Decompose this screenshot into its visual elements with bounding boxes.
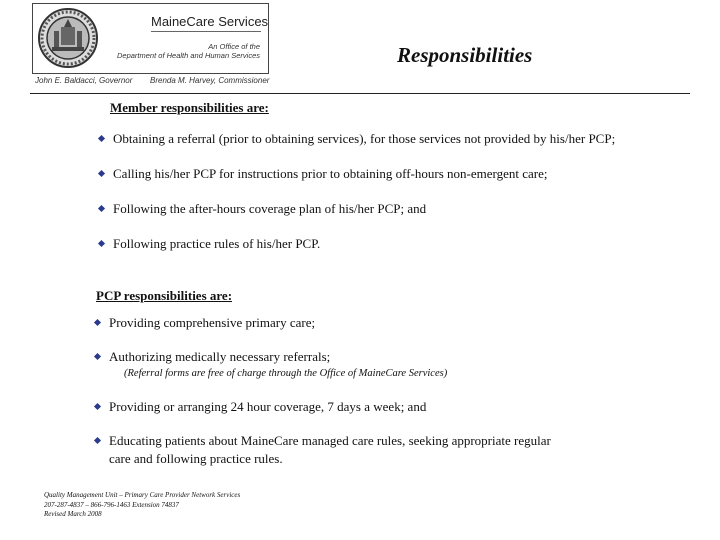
title-divider xyxy=(30,93,690,94)
diamond-bullet-icon xyxy=(94,353,101,360)
diamond-bullet-icon xyxy=(98,240,105,247)
member-item: Following the after-hours coverage plan of his/her PCP; and xyxy=(99,201,426,217)
mainecare-logo xyxy=(32,3,269,74)
pcp-item: Authorizing medically necessary referrals; xyxy=(95,349,330,365)
footer: Quality Management Unit – Primary Care Provider Network Services 207-287-4837 – 866-796-1463 Extension 74837 Revised March 2008 xyxy=(44,491,241,518)
diamond-bullet-icon xyxy=(94,319,101,326)
pcp-item: Educating patients about MaineCare managed care rules, seeking appropriate regular xyxy=(95,433,551,449)
governor-name: John E. Baldacci, Governor xyxy=(35,76,133,85)
pcp-item-continuation: care and following practice rules. xyxy=(109,451,283,466)
pcp-heading: PCP responsibilities are: xyxy=(96,288,233,303)
referral-note: (Referral forms are free of charge through the Office of MaineCare Services) xyxy=(124,368,448,379)
member-item: Obtaining a referral (prior to obtaining services), for those services not provided by his/her PCP; xyxy=(99,131,615,147)
diamond-bullet-icon xyxy=(94,437,101,444)
logo-divider xyxy=(151,31,261,32)
member-item: Calling his/her PCP for instructions prior to obtaining off-hours non-emergent care; xyxy=(99,166,547,182)
slide-title: Responsibilities xyxy=(397,43,533,67)
pcp-item: Providing or arranging 24 hour coverage, 7 days a week; and xyxy=(95,399,426,415)
member-item: Following practice rules of his/her PCP. xyxy=(99,236,320,252)
logo-subtitle: An Office of the Department of Health and Human Services xyxy=(117,42,260,60)
commissioner-name: Brenda M. Harvey, Commissioner xyxy=(150,76,270,85)
state-seal-icon xyxy=(37,7,99,69)
diamond-bullet-icon xyxy=(98,205,105,212)
diamond-bullet-icon xyxy=(94,403,101,410)
pcp-item: Providing comprehensive primary care; xyxy=(95,315,315,331)
logo-title: MaineCare Services xyxy=(151,14,269,29)
member-heading: Member responsibilities are: xyxy=(110,100,269,115)
diamond-bullet-icon xyxy=(98,170,105,177)
diamond-bullet-icon xyxy=(98,135,105,142)
